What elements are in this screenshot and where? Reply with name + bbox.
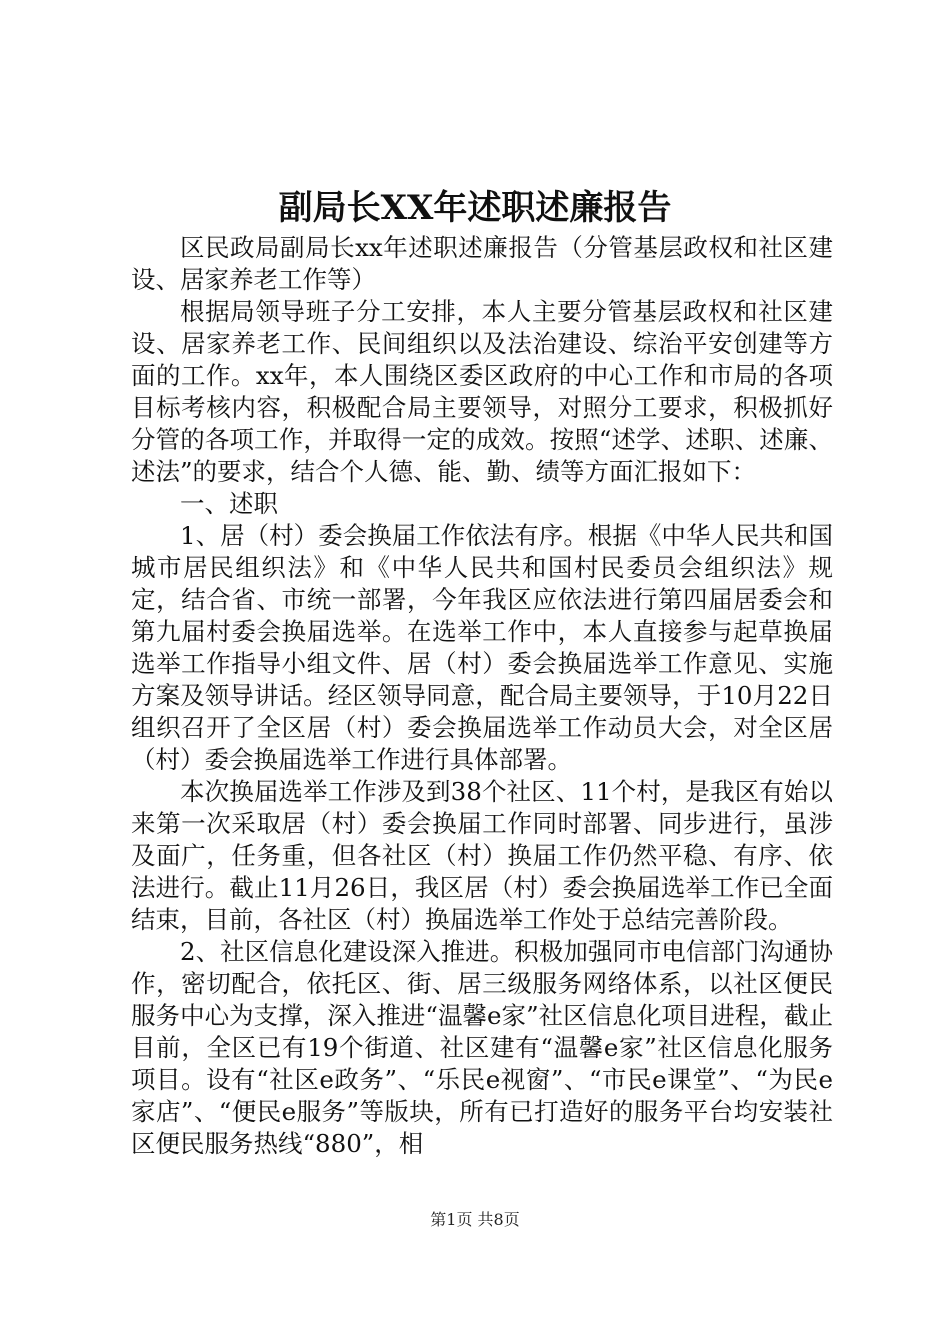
document-body (131, 232, 833, 1160)
document-title: 副局长XX年述职述廉报告 (278, 188, 672, 228)
overview-paragraph: 根据局领导班子分工安排，本人主要分管基层政权和社区建设、居家养老工作、民间组织以及法治建设、综治平安创建等方面的工作。xx年，本人围绕区委区政府的中心工作和市局的各项目标考核内容，积极配合局主要领导，对照分工要求，积极抓好分管的各项工作，并取得一定的成效。按照“述学、述职、述廉、述法”的要求，结合个人德、能、勤、绩等方面汇报如下： (131, 297, 833, 486)
election-result-paragraph: 本次换届选举工作涉及到38个社区、11个村，是我区有始以来第一次采取居（村）委会换届工作同时部署、同步进行，虽涉及面广，任务重，但各社区（村）换届工作仍然平稳、有序、依法进行。截止11月26日，我区居（村）委会换届选举工作已全面结束，目前，各社区（村）换届选举工作处于总结完善阶段。 (131, 777, 833, 934)
section-heading: 一、述职 (180, 489, 278, 518)
informatization-paragraph: 2、社区信息化建设深入推进。积极加强同市电信部门沟通协作，密切配合，依托区、街、居三级服务网络体系，以社区便民服务中心为支撑，深入推进“温馨e家”社区信息化项目进程，截止目前，全区已有19个街道、社区建有“温馨e家”社区信息化服务项目。设有“社区e政务”、“乐民e视窗”、“市民e课堂”、“为民e家店”、“便民e服务”等版块，所有已打造好的服务平台均安装社区便民服务热线“880”，相 (131, 937, 833, 1158)
intro-paragraph: 区民政局副局长xx年述职述廉报告（分管基层政权和社区建设、居家养老工作等） (131, 233, 833, 294)
page-number-footer: 第1页 共8页 (430, 1210, 520, 1229)
election-paragraph: 1、居（村）委会换届工作依法有序。根据《中华人民共和国城市居民组织法》和《中华人民共和国村民委员会组织法》规定，结合省、市统一部署，今年我区应依法进行第四届居委会和第九届村委会换届选举。在选举工作中，本人直接参与起草换届选举工作指导小组文件、居（村）委会换届选举工作意见、实施方案及领导讲话。经区领导同意，配合局主要领导，于10月22日组织召开了全区居（村）委会换届选举工作动员大会，对全区居（村）委会换届选举工作进行具体部署。 (131, 521, 833, 774)
